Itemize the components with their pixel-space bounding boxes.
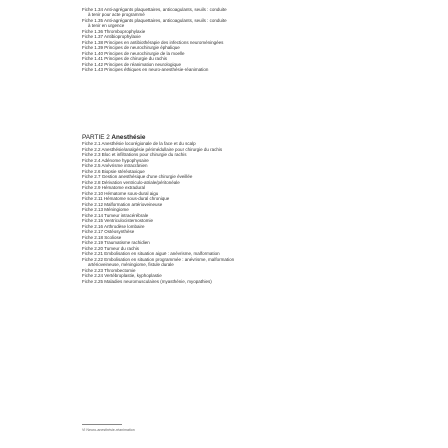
toc-entry: Fiche 2.17 Ostéosynthèse <box>82 229 135 234</box>
toc-line-continuation: à tenir en urgence <box>88 23 125 29</box>
part-title: Anesthésie <box>111 134 146 141</box>
toc-entry: Fiche 2.21 Embolisation en situation aiguë : anévrisme, malformation <box>82 251 220 256</box>
toc-entry: Fiche 2.13 Méningiome <box>82 207 129 212</box>
toc-entry: Fiche 2.8 Dérivation ventriculo-atriale/péritonéale <box>82 179 180 185</box>
toc-entry: Fiche 2.24 Vertébroplastie, kyphoplastie <box>82 273 162 278</box>
toc-line-continuation: à tenir pour acte programmé <box>88 12 145 18</box>
toc-entry: Fiche 2.14 Tumeur intracérébrale <box>82 212 149 218</box>
toc-entry: Fiche 2.5 Anévrisme intracrânien <box>82 163 148 168</box>
toc-entry: Fiche 2.11 Hématome sous-dural chronique <box>82 196 170 201</box>
toc-entry: Fiche 2.6 Biopsie stéréotaxique <box>82 168 145 174</box>
toc-entry: Fiche 1.39 Principes de neurochirurgie éphalique <box>82 45 180 51</box>
toc-entry: Fiche 2.18 Scoliose <box>82 234 122 240</box>
toc-part-list <box>82 141 382 284</box>
toc-entry: Fiche 1.42 Principes de réanimation neurologique <box>82 61 182 67</box>
toc-entry: Fiche 2.22 Embolisation en situation programmée : anévrisme, malformation <box>82 256 235 262</box>
toc-entry: Fiche 2.16 Arthrodèse lombaire <box>82 223 145 229</box>
toc-entry: Fiche 2.10 Hématome sous-dural aigu <box>82 190 159 196</box>
toc-entry: Fiche 2.19 Traumatisme rachidien <box>82 240 150 245</box>
toc-entry: Fiche 1.34 Anti-agrégants plaquettaires, anticoagulants, seuils : conduite <box>82 7 227 12</box>
toc-entry: Fiche 1.40 Principes de neurochirurgie de la moelle <box>82 50 185 56</box>
toc-entry: Fiche 2.12 Malformation artérioveineuse <box>82 201 163 207</box>
toc-entry: Fiche 1.35 Anti-agrégants plaquettaires, anticoagulants, seuils : conduite <box>82 17 227 23</box>
toc-entry: Fiche 2.7 Gestion anesthésique d'une chirurgie éveillée <box>82 174 193 179</box>
toc-entry: Fiche 2.2 Anesthésie/analgésie périmédullaire pour chirurgie du rachis <box>82 146 223 152</box>
footer-rule <box>82 424 122 425</box>
toc-entry: Fiche 2.3 Bloc et infiltrations pour chirurgie du rachis <box>82 152 187 157</box>
toc-entry: Fiche 1.37 Antibioprophylaxie <box>82 34 141 40</box>
toc-entry: Fiche 2.23 Thrombectomie <box>82 267 136 273</box>
toc-entry: Fiche 1.38 Principes en antibiothérapie des infections neuroméningées <box>82 39 224 45</box>
toc-top-list <box>82 7 382 72</box>
toc-entry: Fiche 2.15 Ventriculocisternostomie <box>82 218 154 223</box>
toc-line-continuation: artérioveineuse, méningiome, fistule durale <box>88 262 174 267</box>
toc-entry: Fiche 1.43 Principes éthiques en neuro-anesthésie-réanimation <box>82 66 209 72</box>
toc-entry: Fiche 1.36 Thromboprophylaxie <box>82 28 146 34</box>
toc-part-section <box>82 134 382 284</box>
part-prefix: PARTIE 2 <box>82 134 110 141</box>
part-heading <box>82 134 382 141</box>
toc-entry: Fiche 2.25 Maladies neuromusculaires (myasthénie, myopathies) <box>82 278 212 284</box>
toc-entry: Fiche 2.4 Adénome hypophysaire <box>82 157 149 163</box>
page-footer: VI Neuro-anesthésie-réanimation <box>82 428 135 432</box>
toc-entry: Fiche 2.9 Hématome extradural <box>82 185 146 190</box>
toc-entry: Fiche 2.20 Tumeur du rachis <box>82 245 140 251</box>
toc-entry: Fiche 1.41 Principes de chirurgie du rachis <box>82 56 168 62</box>
toc-entry: Fiche 2.1 Anesthésie locorégionale de la face et du scalp <box>82 141 196 146</box>
